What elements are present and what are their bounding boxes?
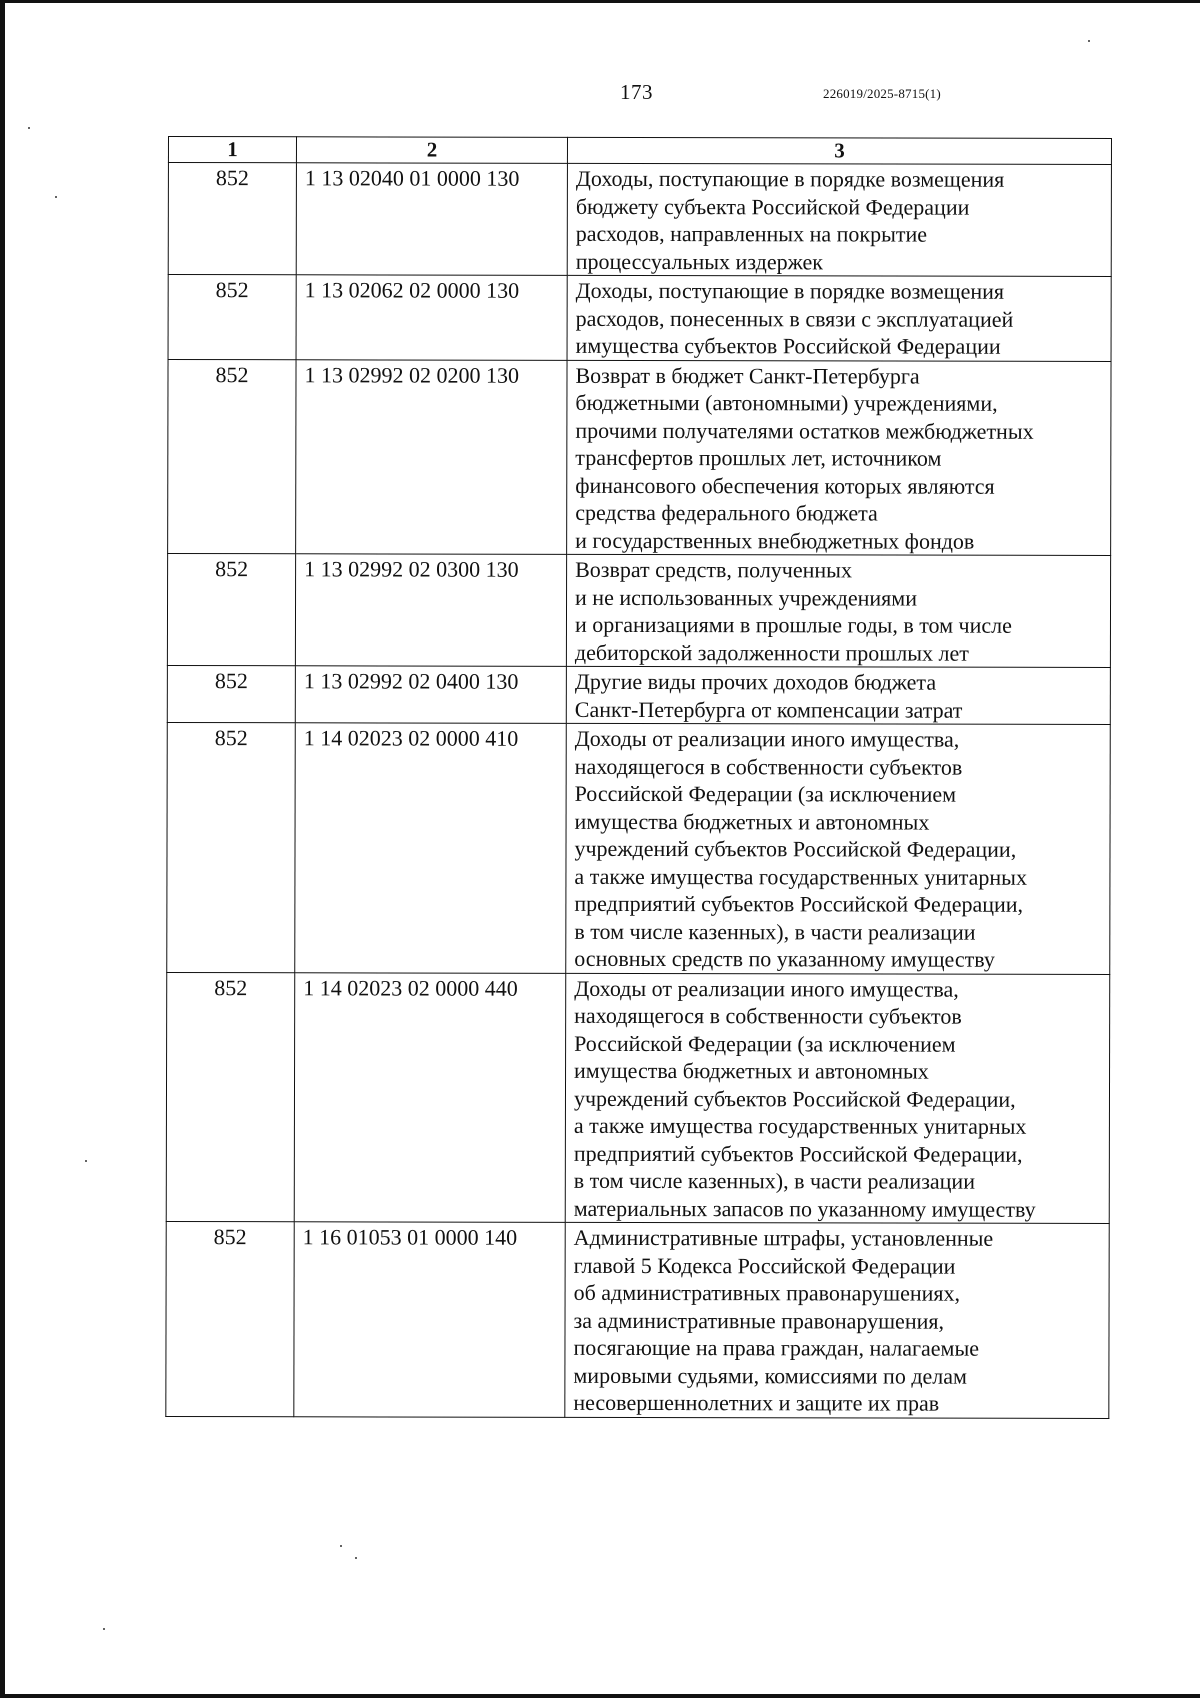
revenue-code-cell: 1 13 02040 01 0000 130 xyxy=(296,163,567,276)
table-row xyxy=(167,665,1110,724)
table-row xyxy=(168,359,1111,555)
scan-border-left xyxy=(0,0,5,1698)
description-cell: Доходы от реализации иного имущества, находящегося в собственности субъектов Российской Федерации (за исключением имущества бюджетных и автономных учреждений субъектов Российской Федерации, а также имущества государственных унитарных предприятий субъектов Российской Федерации, в том числе казенных), в части реализации материальных запасов по указанному имуществу xyxy=(565,973,1110,1224)
scan-speck xyxy=(85,1160,87,1162)
revenue-code-cell: 1 13 02992 02 0300 130 xyxy=(295,554,566,667)
description-cell: Возврат в бюджет Санкт-Петербурга бюджетными (автономными) учреждениями, прочими получателями остатков межбюджетных трансфертов прошлых лет, источником финансового обеспечения которых являются средства федерального бюджета и государственных внебюджетных фондов xyxy=(567,360,1111,556)
scan-speck xyxy=(1088,40,1090,42)
admin-code-cell: 852 xyxy=(166,972,295,1222)
admin-code-cell: 852 xyxy=(167,554,295,666)
admin-code-cell: 852 xyxy=(167,722,296,972)
revenue-code-cell: 1 16 01053 01 0000 140 xyxy=(294,1222,565,1417)
description-cell: Доходы, поступающие в порядке возмещения расходов, понесенных в связи с эксплуатацией имущества субъектов Российской Федерации xyxy=(567,275,1111,361)
description-cell: Другие виды прочих доходов бюджета Санкт-Петербурга от компенсации затрат xyxy=(566,666,1110,724)
scan-speck xyxy=(28,127,30,129)
revenue-code-cell: 1 14 02023 02 0000 440 xyxy=(294,972,566,1222)
table-row xyxy=(166,972,1110,1223)
table-header-row xyxy=(168,137,1111,165)
scan-speck xyxy=(340,1545,342,1547)
table-row xyxy=(168,275,1111,361)
revenue-code-cell: 1 13 02992 02 0200 130 xyxy=(296,359,567,554)
revenue-code-cell: 1 14 02023 02 0000 410 xyxy=(295,723,567,973)
admin-code-cell: 852 xyxy=(168,275,296,360)
admin-code-cell: 852 xyxy=(166,1221,294,1416)
scan-border-top xyxy=(0,0,1200,3)
admin-code-cell: 852 xyxy=(167,665,295,722)
description-cell: Доходы, поступающие в порядке возмещения бюджету субъекта Российской Федерации расходов, направленных на покрытие процессуальных издержек xyxy=(567,163,1111,276)
header-col-3: 3 xyxy=(567,137,1111,164)
description-cell: Доходы от реализации иного имущества, находящегося в собственности субъектов Российской Федерации (за исключением имущества бюджетных и автономных учреждений субъектов Российской Федерации, а также имущества государственных унитарных предприятий субъектов Российской Федерации, в том числе казенных), в части реализации основных средств по указанному имуществу xyxy=(566,723,1111,974)
table-row xyxy=(168,163,1111,277)
scan-speck xyxy=(355,1557,357,1559)
document-id: 226019/2025-8715(1) xyxy=(823,86,941,101)
page-number: 173 xyxy=(620,80,653,104)
header-col-1: 1 xyxy=(168,137,296,163)
revenue-code-cell: 1 13 02062 02 0000 130 xyxy=(296,275,567,360)
scan-speck xyxy=(55,196,57,198)
header-col-2: 2 xyxy=(296,137,567,164)
admin-code-cell: 852 xyxy=(168,359,296,554)
revenue-code-cell: 1 13 02992 02 0400 130 xyxy=(295,666,566,724)
description-cell: Возврат средств, полученных и не использованных учреждениями и организациями в прошлые годы, в том числе дебиторской задолженности прошлых лет xyxy=(566,554,1110,667)
table-row xyxy=(167,722,1111,973)
description-cell: Административные штрафы, установленные главой 5 Кодекса Российской Федерации об административных правонарушениях, за административные правонарушения, посягающие на права граждан, налагаемые мировыми судьями, комиссиями по делам несовершеннолетних и защите их прав xyxy=(565,1222,1109,1418)
table-row xyxy=(167,554,1110,668)
scan-speck xyxy=(103,1628,105,1630)
revenue-codes-table xyxy=(165,136,1112,1418)
admin-code-cell: 852 xyxy=(168,163,296,275)
scan-border-bottom xyxy=(0,1694,1200,1698)
table-row xyxy=(166,1221,1109,1417)
